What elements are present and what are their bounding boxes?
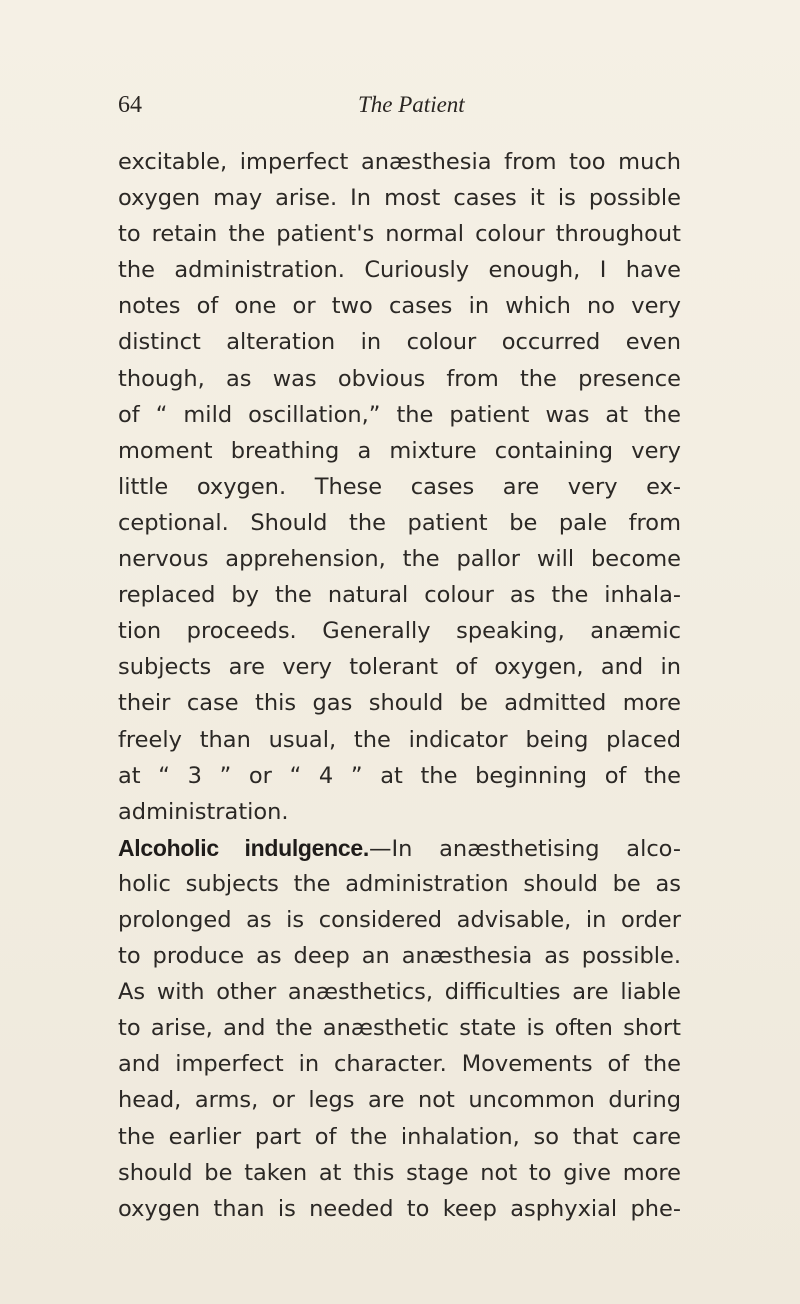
section-first-line — [118, 830, 681, 866]
text-line: freely than usual, the indicator being placed — [118, 726, 681, 753]
text-line: to retain the patient's normal colour throughout — [118, 221, 681, 248]
text-line: and imperfect in character. Movements of the — [118, 1051, 681, 1078]
text-line: though, as was obvious from the presence — [118, 365, 681, 392]
text-line: oxygen than is needed to keep asphyxial phe- — [118, 1195, 681, 1222]
text-line: replaced by the natural colour as the inhala- — [118, 582, 681, 609]
page-number: 64 — [118, 92, 142, 118]
text-line: As with other anæsthetics, difficulties are liable — [118, 979, 681, 1006]
text-line: subjects are very tolerant of oxygen, and in — [118, 654, 681, 681]
text-line: tion proceeds. Generally speaking, anæmic — [118, 618, 681, 645]
text-line: prolonged as is considered advisable, in order — [118, 906, 681, 933]
text-line: oxygen may arise. In most cases it is possible — [118, 185, 681, 212]
text-line: excitable, imperfect anæsthesia from too much — [118, 149, 681, 175]
text-line: head, arms, or legs are not uncommon during — [118, 1087, 681, 1114]
text-line: should be taken at this stage not to give more — [118, 1159, 681, 1186]
text-line: administration. — [118, 798, 289, 825]
body-text — [118, 144, 681, 1227]
section-heading: Alcoholic indulgence. — [118, 834, 369, 861]
text-line: at “ 3 ” or “ 4 ” at the beginning of the — [118, 762, 681, 789]
text-line: distinct alteration in colour occurred even — [118, 329, 681, 356]
text-line: moment breathing a mixture containing very — [118, 437, 681, 464]
text-line: notes of one or two cases in which no very — [118, 293, 681, 320]
text-line: little oxygen. These cases are very ex- — [118, 473, 681, 500]
text-line: ceptional. Should the patient be pale from — [118, 509, 681, 536]
text-line: to produce as deep an anæsthesia as possible. — [118, 943, 681, 970]
running-title: The Patient — [358, 92, 465, 117]
section-first-line-text: —In anæsthetising alco- — [369, 835, 681, 862]
text-line: nervous apprehension, the pallor will become — [118, 546, 681, 573]
text-line: of “ mild oscillation,” the patient was at the — [118, 401, 681, 428]
text-line: the administration. Curiously enough, I have — [118, 257, 681, 284]
text-line: holic subjects the administration should be as — [118, 870, 681, 897]
text-line: the earlier part of the inhalation, so that care — [118, 1123, 681, 1150]
text-line: to arise, and the anæsthetic state is often short — [118, 1015, 681, 1042]
text-line: their case this gas should be admitted more — [118, 690, 681, 717]
running-head — [118, 90, 681, 120]
